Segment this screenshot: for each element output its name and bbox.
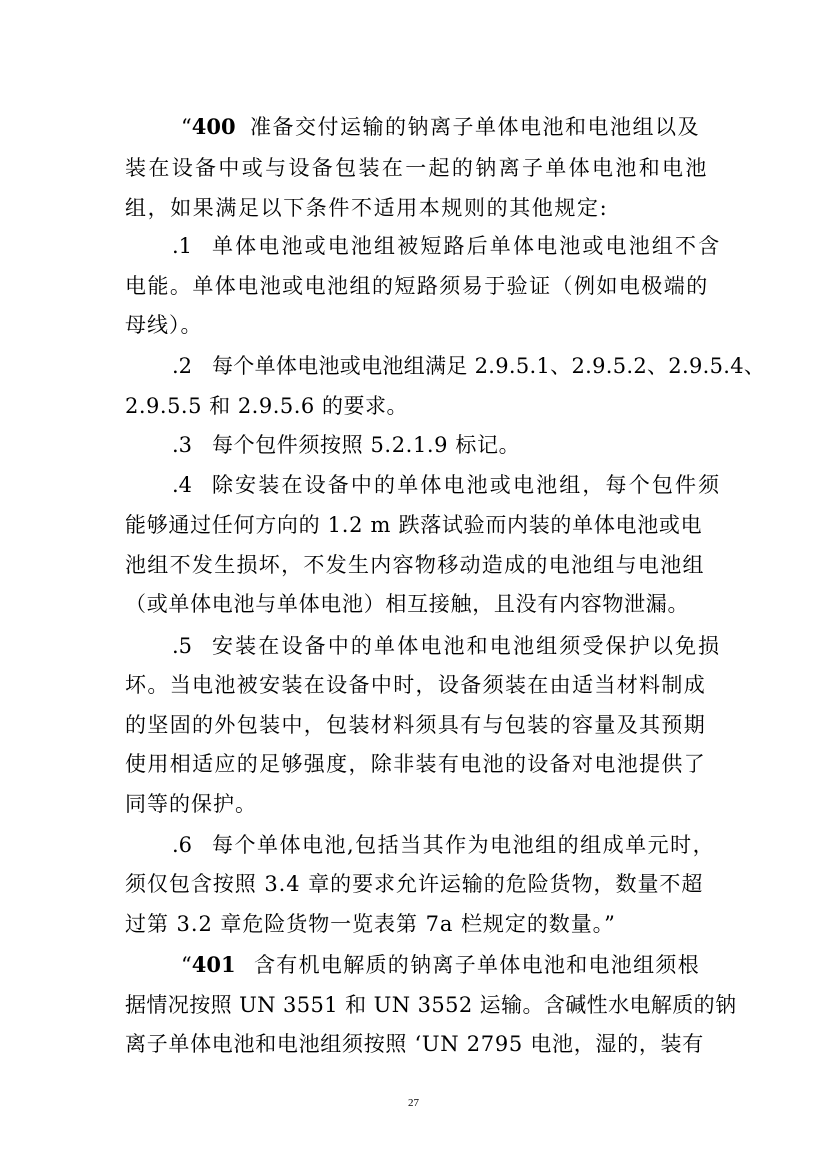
para-400-text-1: 准备交付运输的钠离子单体电池和电池组以及	[250, 115, 700, 139]
item-5-number: .5	[172, 634, 193, 658]
item-4-line-4: （或单体电池与单体电池）相互接触，且没有内容物泄漏。	[125, 592, 690, 616]
item-5-line-3: 的坚固的外包装中，包装材料须具有与包装的容量及其预期	[125, 713, 707, 737]
item-4-line-3: 池组不发生损坏，不发生内容物移动造成的电池组与电池组	[125, 553, 705, 577]
item-6-line-2: 须仅包含按照 3.4 章的要求允许运输的危险货物，数量不超	[125, 872, 704, 896]
item-5-line-1	[172, 636, 721, 657]
item-2-number: .2	[172, 354, 193, 378]
para-401-line-1	[181, 954, 700, 976]
item-6-number: .6	[172, 833, 193, 857]
item-1-text-1: 单体电池或电池组被短路后单体电池或电池组不含	[212, 234, 722, 258]
item-4-line-2: 能够通过任何方向的 1.2 m 跌落试验而内装的单体电池或电	[125, 513, 703, 537]
item-1-line-3: 母线）。	[125, 313, 203, 337]
item-3-line-1	[172, 435, 520, 456]
open-quote: “	[181, 115, 192, 139]
open-quote: “	[181, 953, 192, 977]
item-6-line-1	[172, 835, 715, 856]
para-401-text-1: 含有机电解质的钠离子单体电池和电池组须根	[254, 953, 700, 977]
item-4-text-1: 除安装在设备中的单体电池或电池组，每个包件须	[212, 473, 722, 497]
para-401-line-2: 据情况按照 UN 3551 和 UN 3552 运输。含碱性水电解质的钠	[125, 993, 737, 1017]
item-6-text-1: 每个单体电池,包括当其作为电池组的组成单元时，	[212, 833, 716, 857]
item-5-text-1: 安装在设备中的单体电池和电池组须受保护以免损	[212, 634, 722, 658]
page-number: 27	[408, 1097, 419, 1109]
item-6-line-3: 过第 3.2 章危险货物一览表第 7a 栏规定的数量。”	[125, 912, 616, 936]
item-2-line-2: 2.9.5.5 和 2.9.5.6 的要求。	[125, 394, 408, 418]
item-2-text-1: 每个单体电池或电池组满足 2.9.5.1、2.9.5.2、2.9.5.4、	[212, 354, 766, 378]
item-5-line-5: 同等的保护。	[125, 792, 257, 816]
item-5-line-2: 坏。当电池被安装在设备中时，设备须装在由适当材料制成	[125, 673, 707, 697]
item-2-line-1	[172, 356, 765, 377]
item-1-number: .1	[172, 234, 193, 258]
para-400-line-3: 组，如果满足以下条件不适用本规则的其他规定:	[125, 196, 609, 220]
para-400-line-2: 装在设备中或与设备包装在一起的钠离子单体电池和电池	[125, 156, 709, 180]
item-1-line-2: 电能。单体电池或电池组的短路须易于验证（例如电极端的	[125, 274, 709, 298]
item-4-number: .4	[172, 473, 193, 497]
item-3-text-1: 每个包件须按照 5.2.1.9 标记。	[212, 433, 521, 457]
item-1-line-1	[172, 236, 721, 257]
item-5-line-4: 使用相适应的足够强度，除非装有电池的设备对电池提供了	[125, 752, 707, 776]
para-401-line-3: 离子单体电池和电池组须按照 ‘UN 2795 电池，湿的，装有	[125, 1032, 704, 1056]
rule-number-400: 400	[191, 114, 236, 139]
para-400-line-1	[181, 116, 700, 138]
rule-number-401: 401	[191, 952, 236, 977]
item-3-number: .3	[172, 433, 193, 457]
item-4-line-1	[172, 475, 721, 496]
